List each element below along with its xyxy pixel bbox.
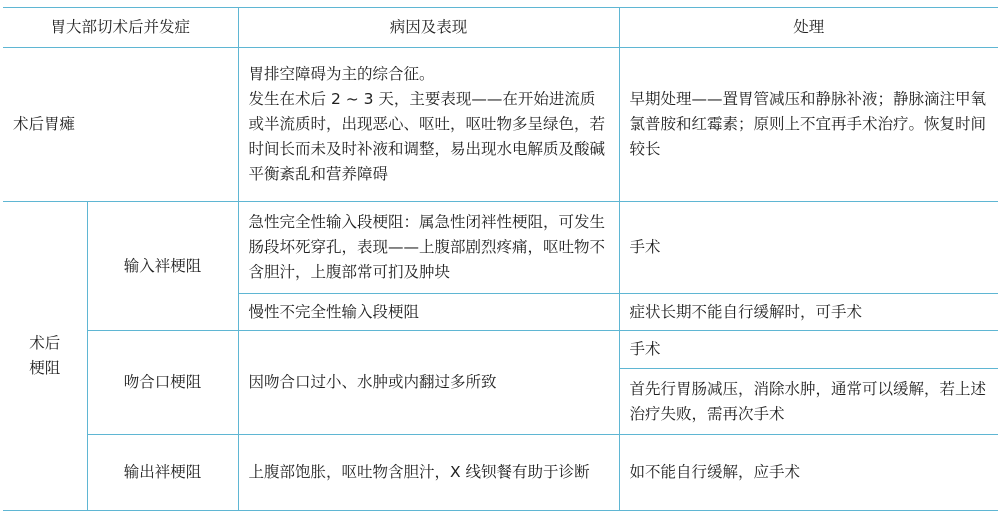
afferent-name: 输入袢梗阻	[87, 202, 238, 331]
anastomotic-name: 吻合口梗阻	[87, 331, 238, 435]
efferent-treatment: 如不能自行缓解，应手术	[619, 435, 998, 511]
afferent-chronic-cause: 慢性不完全性输入段梗阻	[238, 294, 619, 331]
afferent-chronic-treatment: 症状长期不能自行缓解时，可手术	[619, 294, 998, 331]
header-complication: 胃大部切术后并发症	[3, 8, 238, 48]
header-cause: 病因及表现	[238, 8, 619, 48]
anastomotic-treatment-a: 手术	[619, 331, 998, 369]
complications-table	[3, 7, 998, 511]
anastomotic-cause: 因吻合口过小、水肿或内翻过多所致	[238, 331, 619, 435]
efferent-name: 输出袢梗阻	[87, 435, 238, 511]
header-treatment: 处理	[619, 8, 998, 48]
anastomotic-treatment-b: 首先行胃肠减压，消除水肿，通常可以缓解，若上述治疗失败，需再次手术	[619, 369, 998, 435]
header-row	[3, 8, 998, 48]
gastroparesis-cause: 胃排空障碍为主的综合征。 发生在术后 2 ~ 3 天，主要表现——在开始进流质或半流质时，出现恶心、呕吐，呕吐物多呈绿色，若时间长而未及时补液和调整，易出现水电解质及酸碱平衡紊乱和营养障碍	[238, 48, 619, 202]
row-efferent	[3, 435, 998, 511]
row-afferent-acute	[3, 202, 998, 294]
gastroparesis-treatment: 早期处理——置胃管减压和静脉补液；静脉滴注甲氧氯普胺和红霉素；原则上不宜再手术治疗。恢复时间较长	[619, 48, 998, 202]
afferent-acute-treatment: 手术	[619, 202, 998, 294]
row-gastroparesis	[3, 48, 998, 202]
gastroparesis-name: 术后胃瘫	[3, 48, 238, 202]
afferent-acute-cause: 急性完全性输入段梗阻：属急性闭袢性梗阻，可发生肠段坏死穿孔，表现——上腹部剧烈疼痛，呕吐物不含胆汁，上腹部常可扪及肿块	[238, 202, 619, 294]
row-anastomotic-a	[3, 331, 998, 369]
efferent-cause: 上腹部饱胀，呕吐物含胆汁，X 线钡餐有助于诊断	[238, 435, 619, 511]
obstruction-group: 术后 梗阻	[3, 202, 87, 511]
